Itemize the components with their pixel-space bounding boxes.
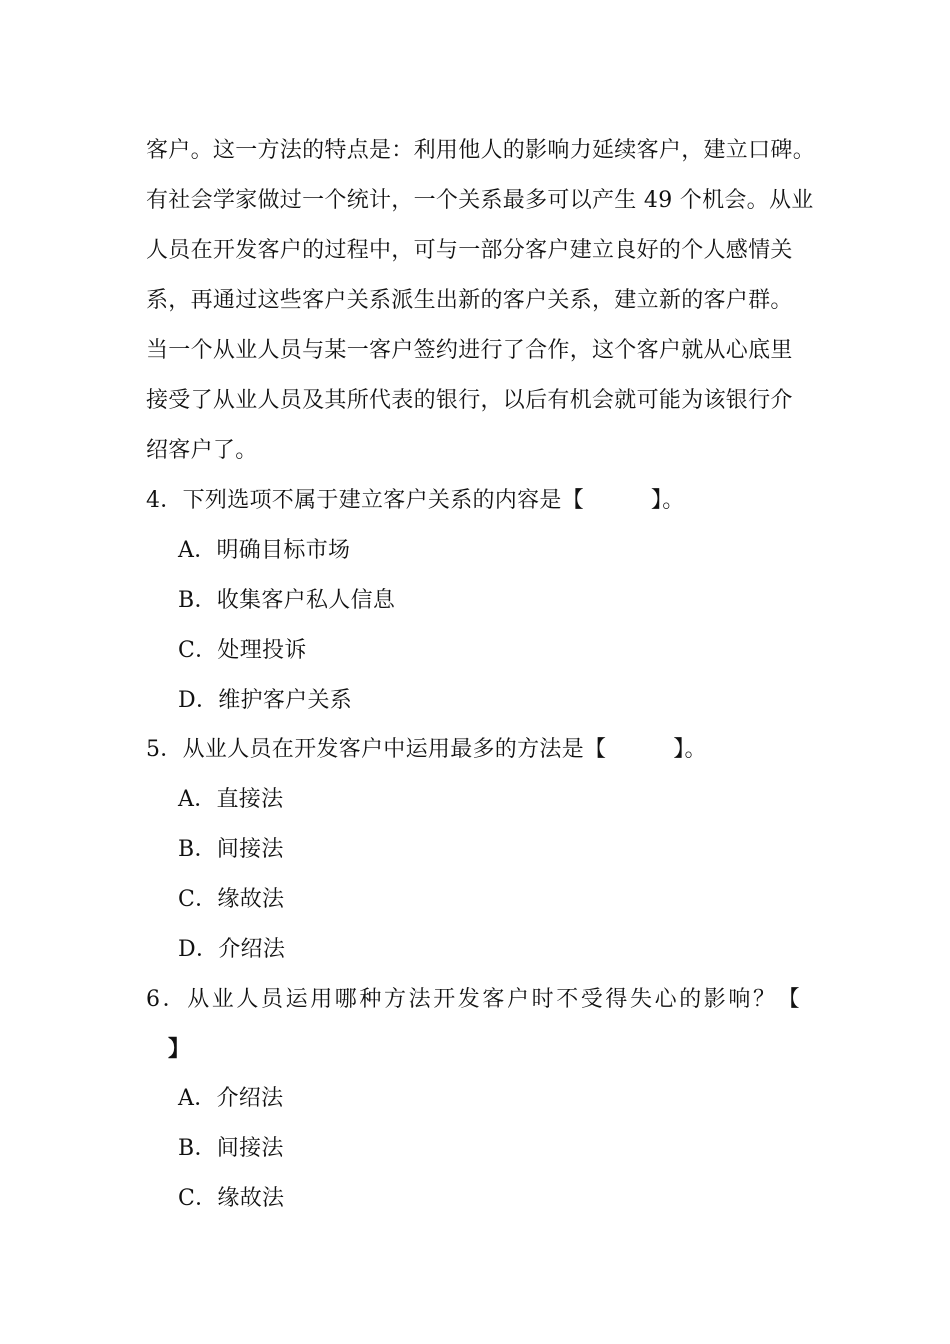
question-4-option-d: D．维护客户关系 [178, 688, 353, 713]
question-5-option-b: B．间接法 [178, 837, 284, 862]
question-5-option-c: C．缘故法 [178, 887, 285, 912]
paragraph-line: 系，再通过这些客户关系派生出新的客户关系，建立新的客户群。 [146, 288, 793, 313]
paragraph-line: 人员在开发客户的过程中，可与一部分客户建立良好的个人感情关 [146, 238, 793, 263]
question-6-stem-continuation: 】 [168, 1036, 191, 1062]
question-4-option-a: A．明确目标市场 [178, 538, 351, 563]
question-5-option-a: A．直接法 [178, 787, 284, 812]
question-6-stem: 6．从业人员运用哪种方法开发客户时不受得失心的影响？【 [146, 987, 803, 1012]
paragraph-line: 接受了从业人员及其所代表的银行，以后有机会就可能为该银行介 [146, 388, 793, 413]
paragraph-line: 有社会学家做过一个统计，一个关系最多可以产生 49 个机会。从业 [146, 188, 814, 213]
question-6-option-b: B．间接法 [178, 1136, 284, 1161]
question-6-option-a: A．介绍法 [178, 1086, 284, 1111]
question-5-option-d: D．介绍法 [178, 937, 286, 962]
paragraph-line: 当一个从业人员与某一客户签约进行了合作，这个客户就从心底里 [146, 338, 793, 363]
question-5-stem: 5．从业人员在开发客户中运用最多的方法是【 】。 [146, 737, 707, 762]
paragraph-line: 绍客户了。 [146, 438, 258, 463]
paragraph-line: 客户。这一方法的特点是：利用他人的影响力延续客户，建立口碑。 [146, 138, 816, 163]
question-4-stem: 4．下列选项不属于建立客户关系的内容是【 】。 [146, 488, 685, 513]
question-4-option-b: B．收集客户私人信息 [178, 588, 396, 613]
question-6-option-c: C．缘故法 [178, 1186, 285, 1211]
question-4-option-c: C．处理投诉 [178, 638, 307, 663]
